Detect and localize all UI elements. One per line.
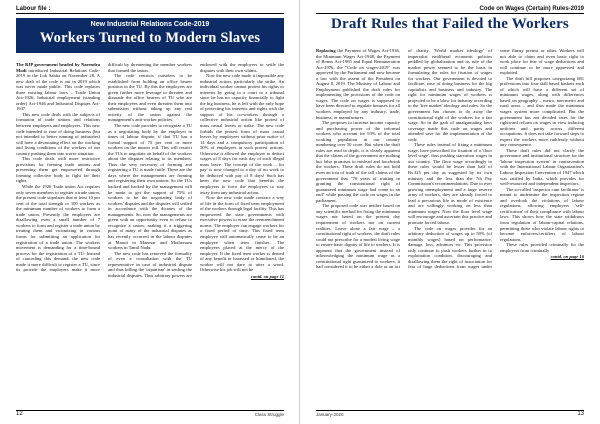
page-number: 13 (577, 411, 584, 417)
article-paragraph: The draft bill proposes categorizing 681 professions into four skill based baskets each of which will have a different set of minimum wages, along with differences based on geography – metro, non-metro and rural areas – and thus made the minimum wages system more complicated. But the government has not decided rates for the rightward reform on wages in view inducing uniform and parity across different occupations. It does not take forward steps to expect the workers more ruthlessly without any consequence. (500, 75, 584, 148)
section-label: Code on Wages (Certain) Rules-2019 (316, 6, 584, 14)
article-paragraph: The code restricts outsiders to be established from holding an office bearer position in the TU. By this the employers are given further more leverage to threaten and dissuade the office bearers of TU who are their employees and even threaten them into submission without taking up any real activity of the union against the management's anti-worker policies. (108, 73, 192, 123)
lead-in: Replacing (316, 48, 336, 53)
article-paragraph: These draft rules did not clarify the governance and institutional structure for the 'labour inspection system' in contravention with the International Labour Organization's Labour Inspection Convention of 1947 which was ratified by India, which provides for well-resourced and independent inspectors. (500, 147, 584, 187)
footer-rule (16, 410, 284, 411)
article-body (16, 62, 284, 402)
article-paragraph: The new code provides to recognize a TU as a negotiating body by the employer in times of labour dispute, if that TU has a formal support of 75 per cent or more workers on the muster roll. This will restrict the TUs to negotiate on behalf of the workers about the disputes relating to its members. Thus the very necessity of forming and registering a TU is made futile. These are the days where the managements are forming and registering their own unions. So the TUs backed and backed by the management will be made to get the support of 75% of workers to be the negotiating body of workers' disputes and the disputes will settled in accordance with the dictates of the managements. So, now the managements are given with an opportunity even to refuse to recognize a union, making it a triggering point of many of the industrial disputes as has recently occurred in the labour disputes at Maruti in Manesar and Mothersum workers in Tamil Nadu. (108, 123, 193, 251)
article-paragraph: Now the new code made contract a way of life in the form of fixed term employment of the workers through legal facility. This has empowered the state governments with executive powers to erase the reentrenchment norms. The employer can engage workers for a fixed period of time. This fixed term employee will automatically cease to be an employee when term finishes. The employees placed at the mercy of the employer. If the fixed term worker is denied of any benefit or harassed or humiliated, the worker will not dare to utter a word. Otherwise his job will not be (200, 195, 284, 273)
issue-date: January-2020 (316, 412, 344, 417)
section-label: Labour file : (16, 6, 284, 14)
continued-link[interactable]: contd. on page 11 (250, 273, 284, 279)
page-footer (316, 410, 584, 420)
article-paragraph: These rules provided criminally for the employers from criminally (500, 242, 584, 253)
kicker: New Industrial Relations Code-2019 (90, 21, 210, 28)
article-paragraph: The BJP government headed by Narendra Modi introduced Industrial Relations Code-2019 in the Lok Sabha on November 28. A new draft of the code is out in 2019 which was never made public. This code replaces three existing labour laws – Trade Union Act-1926, Industrial employment (standing order) Act-1946 and Industrial Disputes Act-1947. (16, 62, 100, 112)
magazine-name: Class Struggle (254, 412, 284, 417)
article-paragraph: The code on wages provides for an arbitrary deduction of wages up to 50% (of monthly wages) based on performance, damage, loss, advances etc. This provision only continue to push workers further in to exploitation condition, discouraging and disallowing them the right of association for fear of huge deductions from wages under some flimsy pretext or other. Workers will not able to claim and even basic right to work place for fear of wage deductions and will continue to be more oppressed and exploited. (408, 48, 584, 270)
article-headline: Draft Rules that Failed the Workers (331, 16, 569, 32)
headline-banner (316, 14, 584, 44)
article-paragraph: This code deals with more restrictive provisions for forming trade unions and preventing them get empowered through forming collective body to fight for their rights. (16, 156, 100, 184)
headline-banner (16, 18, 284, 53)
article-paragraph: These rules instead of fixing a minimum wage, have prescribed for fixation of a 'floor level wage', thus pushing starvation wages in our country. The floor wage accordingly to these rules would be lesser than half of Rs.325 per day as suggested by its own ministry and the less than the 7th Pay Commission's recommendations. Due to ever growing unemployment and a large reserve army of workers, they are already forced to lead a precarious life as mode of existence and are willingly working on less than minimum wages. Now the floor level wage will encourage and ascertain this practice and promote forced labour. (408, 142, 492, 225)
article-paragraph: The so-called 'inspector cum facilitator' is meant to undermine the inspection regime and overlook the violations of labour regulations, allowing employers 'self-certification' of their compliance with labour laws. This shows how the state withdraws from regulation of labour-capital relations, permitting those who violate labour rights to become enforcers/certifiers of labour regulations. (500, 186, 584, 242)
article-paragraph: Replacing the Payment of Wages Act-1936, the Minimum Wages Act-1948, the Payment of Bonus Act-1965 and Equal Remuneration Act-1976, the "Code on wages-2019" was approved by the Parliament and now became a law with the assent of the President on August 8, 2019. The Ministry of Labour and Employment published the draft rules for implementing the provisions of the code on wages. The code on wages is supposed to have been directed to regulate bonuses for all workers employed by any industry, trade, business, or manufacturer. (316, 48, 400, 120)
article-headline: Workers Turned to Modern Slaves (39, 30, 261, 46)
article-paragraph: While the 1926 Trade union Act requires only seven members to register a trade union, the present code stipulates that at least 10 per cent of the total strength or 100 workers as the minimum number of workers to form a trade union. Presently the employers are disallowing even a small number of 7 workers to form and register a trade union by treating them and victimizing in various forms for submitting an application for registration of a trade union. The workers movement is demanding for a time-bound process for the registration of a TU. Instead of conceding this demand, the new code made it more difficult to register a TU, since its provide the employers make it more difficult by threatening the member workers that formed the union. (16, 62, 192, 273)
article-paragraph: Now the new code made it impossible any industrial action, particularly the strike. An individual worker cannot protest his rights or interests by going to a court or a tribunal since he has no capacity financially to fight the big business, he is left with the only hope of protecting his interests and rights with the support of his co-workers through a collective industrial action like protest of mass casual leaves or strike. The new code forbids the protest form of mass casual leaves by employees without prior notice of 14 days and a compulsory participation of 50% of employees in such protest actions. Otherwise it allowed the employer to deduct wages of 8 days for each day of such illegal mass leave. The concept of the work – for pay' is now changed to a day of no work to be deducted with pay of 8 days! Such has been the new code that benefits the employers to force the employees to stay away from any industrial action. (200, 73, 284, 195)
page-footer (16, 410, 284, 420)
article-paragraph: The new code has removed the formality of even a consultation with the TU representative in case of industrial dispute and thus killing the 'tripartism' in settling the industrial disputes. Thus arbitrary powers are endowed with the employers to settle the disputes with their own whims. (108, 62, 284, 278)
right-page (300, 0, 600, 424)
article-body (316, 48, 584, 402)
lead-in: The BJP government headed by Narendra Modi (16, 62, 100, 73)
continued-link[interactable]: contd. on page 16 (550, 254, 584, 260)
article-paragraph: The proposes to increase income capacity and purchasing power of the informal workers who account for 93% of the total working population in our country numbering over 50 crore. But when the draft rules are read in depth, it is clearly apparent that the claims of the government are nothing but false promises to mislead and hoodwink the workers. These draft rules do not hold even an iota of truth of the tall claims of the government that "70 years of waiting in granting the constitutional right of guaranteed minimum wage had come to an end" while passing the code on wages in the parliament. (316, 120, 400, 203)
page-number: 12 (16, 411, 23, 417)
article-paragraph: The proposed code was neither based on any scientific method for fixing the minimum wages nor based on the present day requirement of workers nor on current realities. Leave alone a fair wage – a constitutional right of workers, the draft rules could not prescribe for a modest living wage to ensure basic dignity of life to workers. It is apparent that the government instead of acknowledging the minimum wage as a constitutional right guaranteed to workers, it had considered it to be either a dole or an act of charity. 'World market ideology' of imperialist neoliberal economic policies peddled by globalization and its rule of the market power seemed to be the basis in formulating the rules for fixation of wages for workers. Our government is devoted to facilitate, ease of doing business for the big capitalists and business and industry. The right for minimum wages of workers is projected to be a blow for industry according to the 'free market' ideology and rules. So the government has chosen to do away the constitutional right of the workers for a fair wage. So in the garb of amalgamating laws coverage made this code on wages and attended save for the implementation of the code. (316, 48, 492, 270)
footer-rule (316, 410, 584, 411)
article-paragraph: This new code deals with the subjects of formation of trade unions and relations between employers and employees. This new code intended to ease of doing business (but not intended to better running of industries) will have a devastating effect on the working and living conditions of the workers of our country pushing them into worse situation. (16, 111, 100, 156)
